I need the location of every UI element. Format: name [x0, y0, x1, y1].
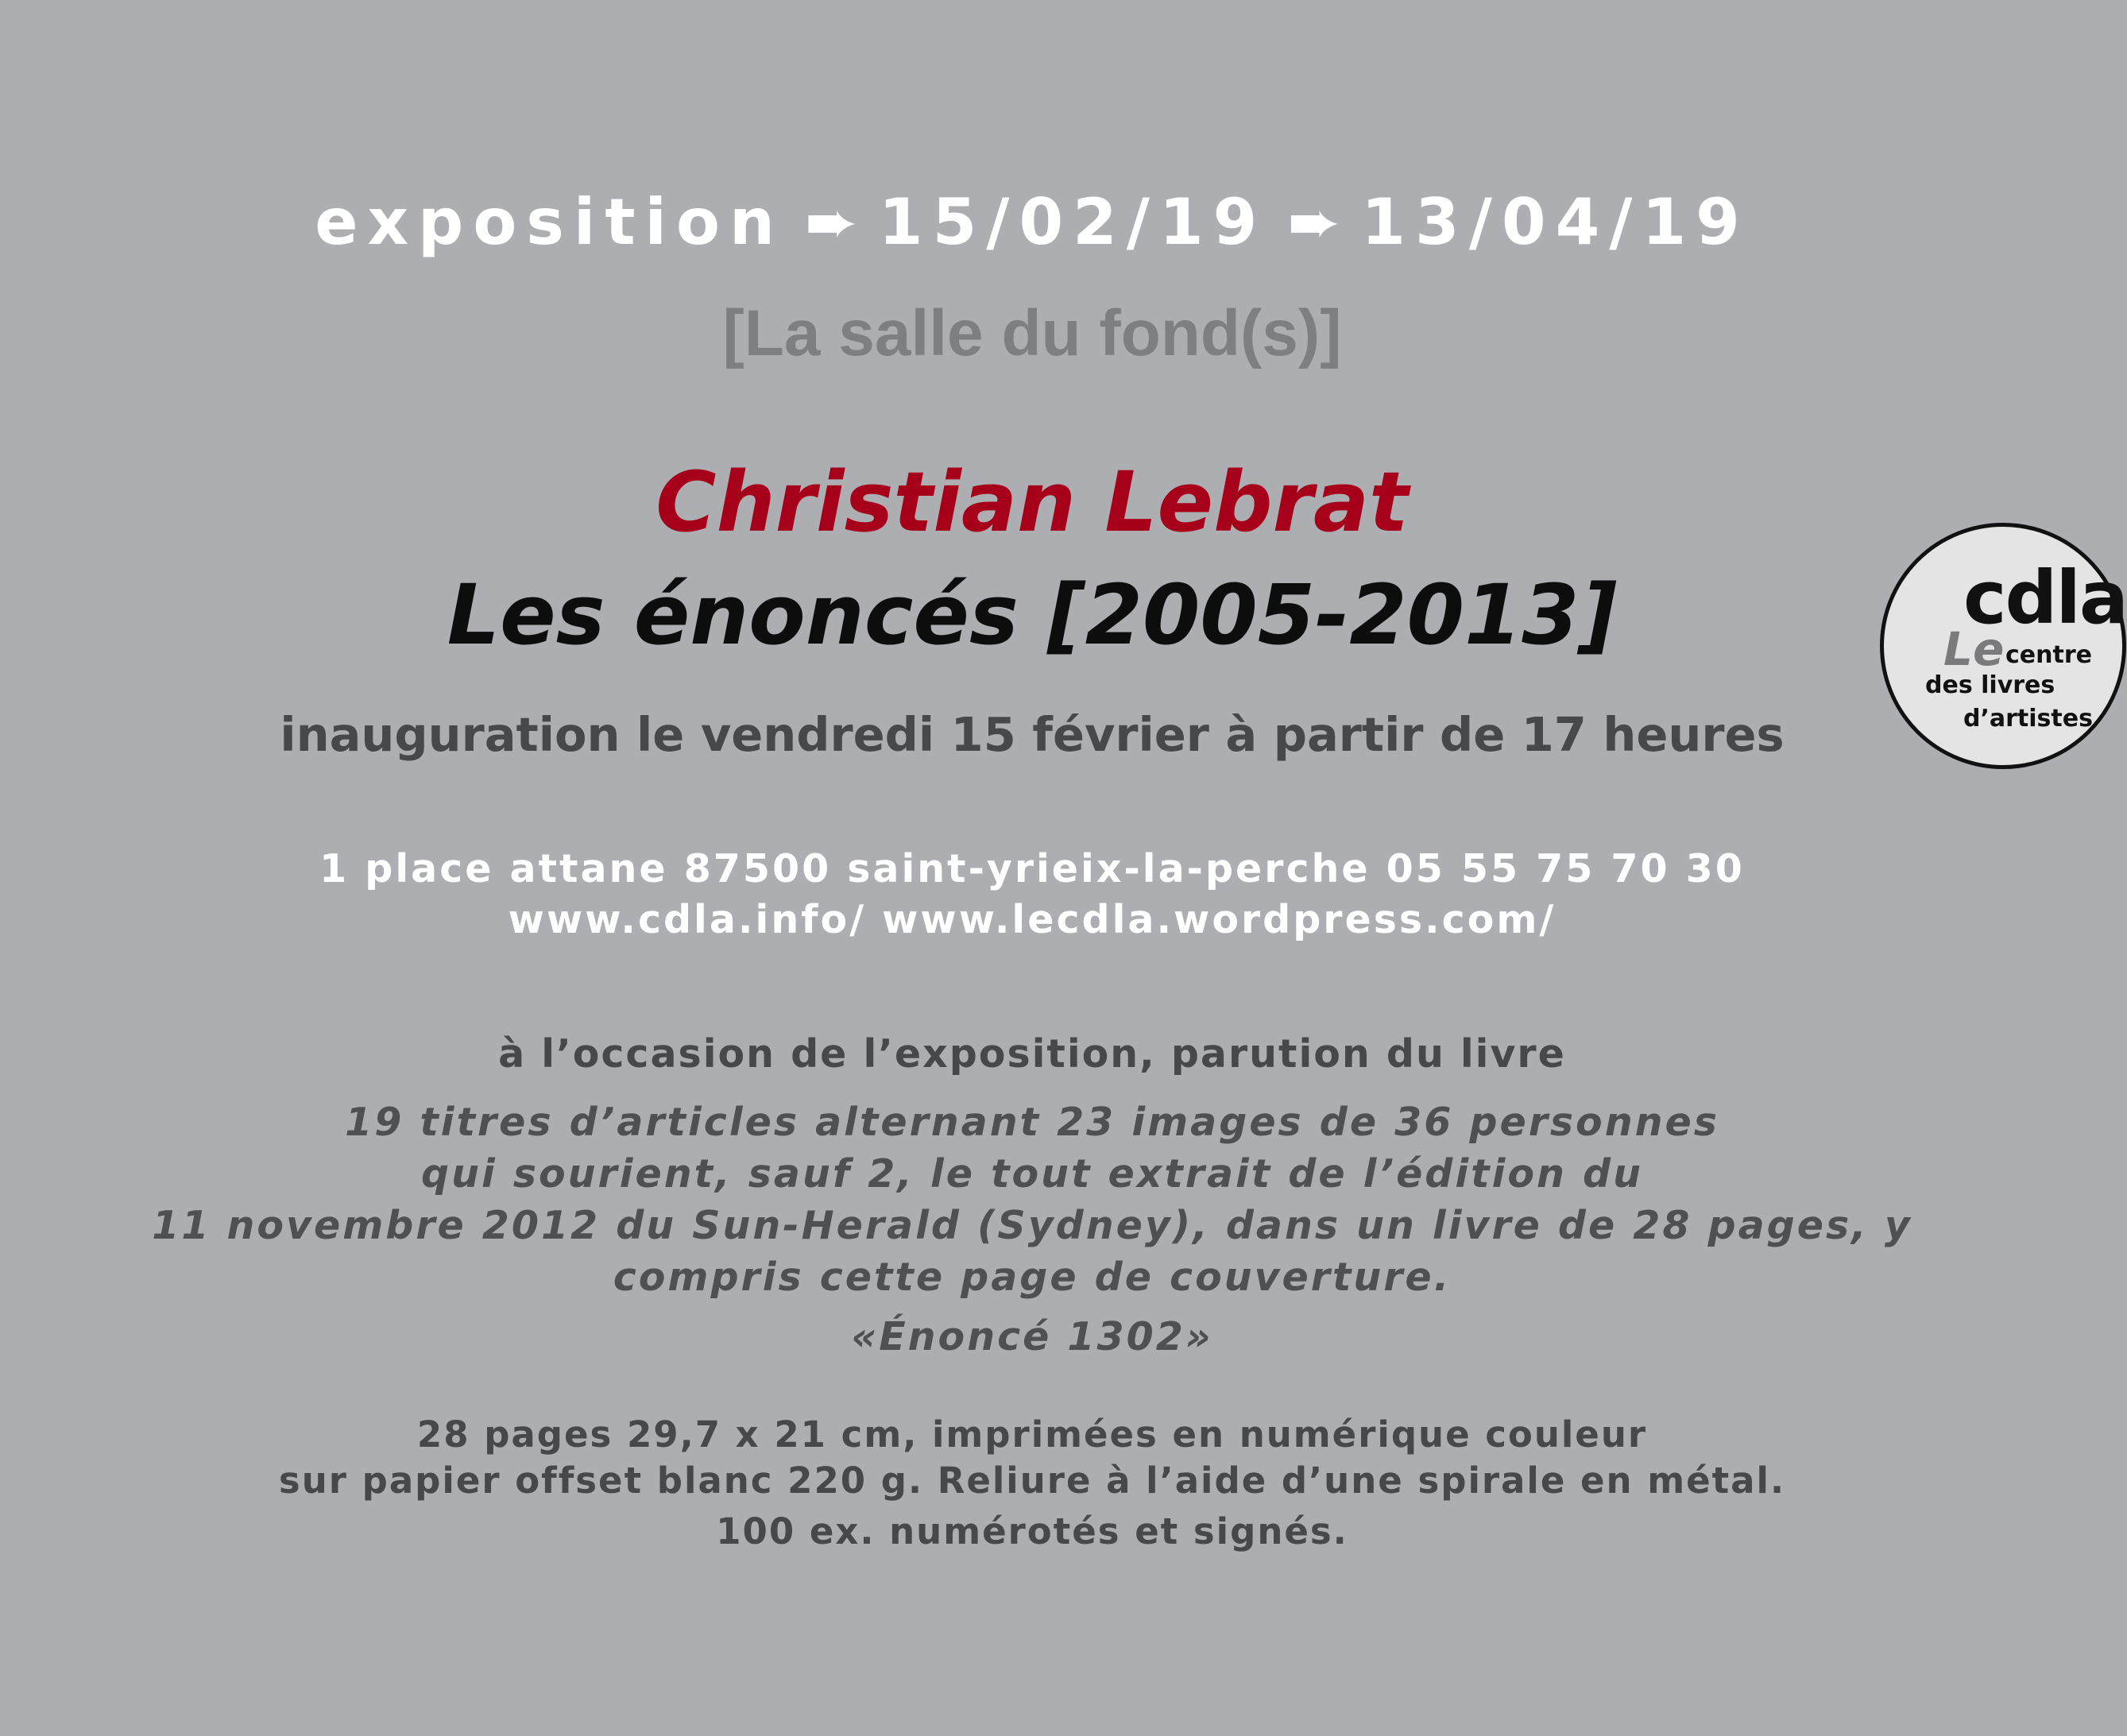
end-date: 13/04/19	[1361, 185, 1750, 259]
cdla-logo	[1880, 523, 2126, 769]
exhibition-label: exposition	[315, 185, 784, 259]
book-description-line: 11 novembre 2012 du Sun-Herald (Sydney), dans un livre de 28 pages, y	[152, 1203, 1912, 1248]
book-description-line: compris cette page de couverture.	[613, 1255, 1452, 1300]
address: 1 place attane 87500 saint-yrieix-la-perche 05 55 75 70 30	[319, 846, 1745, 891]
logo-centre-text: centre	[2005, 641, 2092, 669]
exhibition-title: Les énoncés [2005-2013]	[447, 566, 1618, 663]
artist-name: Christian Lebrat	[656, 454, 1409, 551]
logo-le-text: Le	[1943, 622, 2005, 676]
opening-info: inauguration le vendredi 15 février à partir de 17 heures	[280, 707, 1785, 762]
arrow-right-icon: ➨	[1287, 185, 1341, 259]
start-date: 15/02/19	[878, 185, 1267, 259]
exhibition-dates	[0, 179, 2064, 266]
websites: www.cdla.info/ www.lecdla.wordpress.com/	[508, 897, 1557, 942]
logo-livres-text: des livres	[1925, 671, 2055, 699]
book-intro: à l’occasion de l’exposition, parution du livre	[498, 1031, 1566, 1077]
book-spec-line: 100 ex. numérotés et signés.	[716, 1510, 1348, 1552]
venue-room: [La salle du fond(s)]	[722, 297, 1342, 369]
book-description-line: qui sourient, sauf 2, le tout extrait de l’édition du	[421, 1151, 1643, 1197]
book-spec-line: 28 pages 29,7 x 21 cm, imprimées en numérique couleur	[416, 1413, 1648, 1456]
book-quote-title: «Énoncé 1302»	[851, 1314, 1213, 1359]
book-spec-line: sur papier offset blanc 220 g. Reliure à l’aide d’une spirale en métal.	[278, 1460, 1786, 1502]
arrow-right-icon: ➨	[804, 185, 858, 259]
logo-artistes-text: d’artistes	[1963, 705, 2093, 733]
logo-main-text: cdla	[1963, 555, 2127, 640]
book-description-line: 19 titres d’articles alternant 23 images de 36 personnes	[345, 1100, 1719, 1145]
